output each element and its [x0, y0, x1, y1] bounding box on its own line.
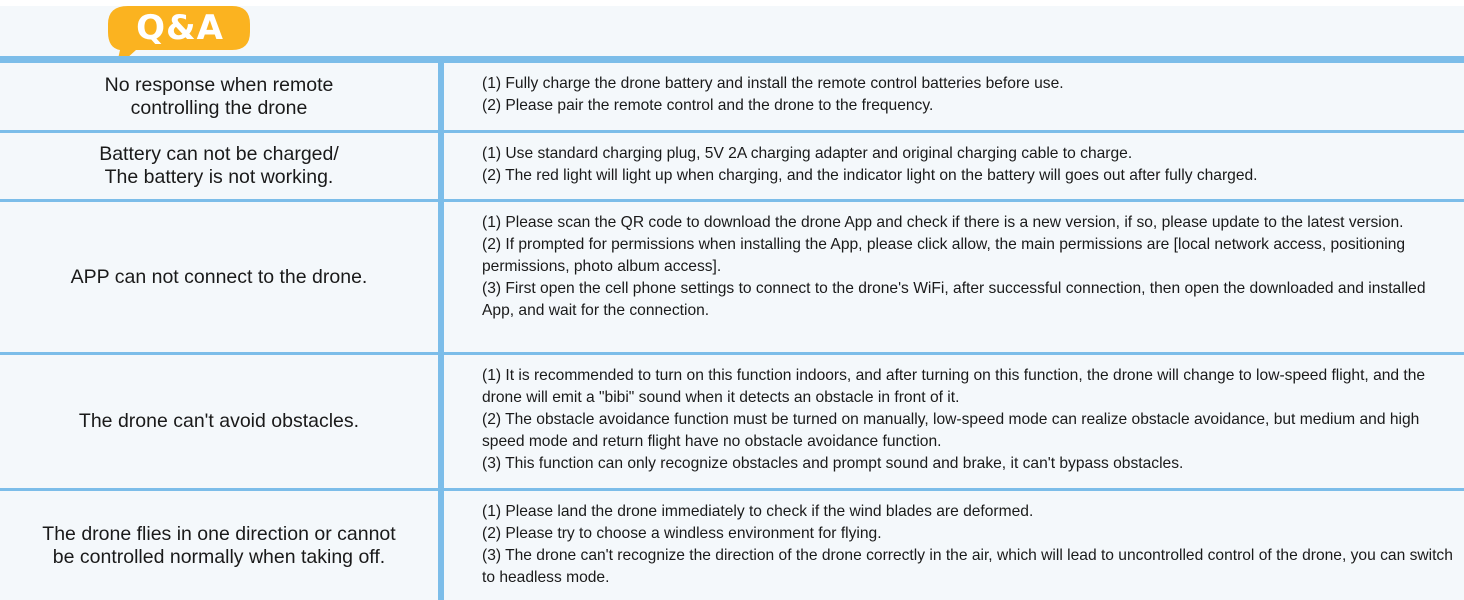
question-line: The drone can't avoid obstacles.: [78, 410, 360, 432]
table-row: [0, 133, 1464, 202]
answer-item: (2) Please try to choose a windless environment for flying.: [482, 525, 882, 542]
table-row: [0, 202, 1464, 355]
answer-item: (1) It is recommended to turn on this function indoors, and after turning on this function, the drone will change to low-speed flight, and the drone will emit a "bibi" sound when it detects an obstacle in front of it.: [482, 367, 1426, 406]
answer-item: (3) This function can only recognize obstacles and prompt sound and brake, it can't bypass obstacles.: [482, 455, 1184, 472]
answer-cell: [444, 491, 1464, 600]
answer-item: (1) Use standard charging plug, 5V 2A charging adapter and original charging cable to charge.: [482, 145, 1133, 162]
answer-item: (2) The red light will light up when charging, and the indicator light on the battery will goes out after fully charged.: [482, 167, 1258, 184]
answer-cell: [444, 63, 1464, 130]
answer-item: (1) Please scan the QR code to download the drone App and check if there is a new version, if so, please update to the latest version.: [482, 214, 1404, 231]
answer-cell: [444, 202, 1464, 352]
qa-badge-label: Q&A: [136, 8, 224, 48]
table-row: [0, 491, 1464, 600]
question-cell: [0, 133, 438, 199]
question-cell: [0, 355, 438, 488]
question-cell: [0, 202, 438, 352]
table-row: [0, 63, 1464, 133]
question-line: APP can not connect to the drone.: [70, 265, 368, 288]
question-line: No response when remote: [104, 73, 334, 96]
header: [0, 0, 1464, 58]
answer-cell: [444, 133, 1464, 199]
answer-item: (2) If prompted for permissions when installing the App, please click allow, the main permissions are [local network access, positioning permissions, photo album access].: [482, 236, 1406, 275]
question-line: The drone flies in one direction or cannot: [42, 522, 396, 545]
question-cell: [0, 63, 438, 130]
faq-table: [0, 63, 1464, 600]
answer-item: (2) The obstacle avoidance function must be turned on manually, low-speed mode can realize obstacle avoidance, but medium and high speed mode and return flight have no obstacle avoidance function.: [482, 411, 1420, 450]
question-line: be controlled normally when taking off.: [52, 545, 386, 568]
answer-item: (1) Fully charge the drone battery and install the remote control batteries before use.: [482, 75, 1064, 92]
question-line: controlling the drone: [130, 96, 308, 119]
question-line: The battery is not working.: [104, 166, 334, 188]
top-rule: [0, 56, 1464, 63]
answer-item: (2) Please pair the remote control and the drone to the frequency.: [482, 97, 934, 114]
answer-item: (3) First open the cell phone settings to connect to the drone's WiFi, after successful connection, then open the downloaded and installed App, and wait for the connection.: [482, 280, 1426, 319]
answer-item: (3) The drone can't recognize the direction of the drone correctly in the air, which will lead to uncontrolled control of the drone, you can switch to headless mode.: [482, 547, 1453, 586]
question-cell: [0, 491, 438, 600]
answer-item: (1) Please land the drone immediately to check if the wind blades are deformed.: [482, 503, 1034, 520]
table-row: [0, 355, 1464, 491]
answer-cell: [444, 355, 1464, 488]
question-line: Battery can not be charged/: [99, 143, 339, 165]
